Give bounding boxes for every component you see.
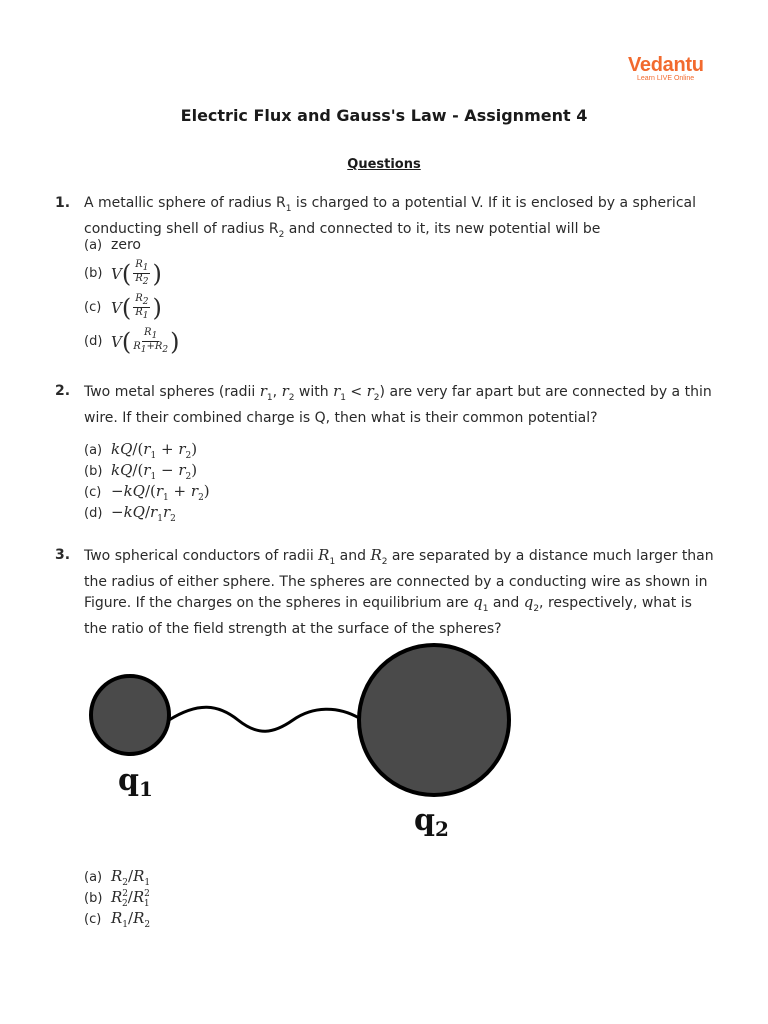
option-label: (d) (84, 334, 103, 349)
q2-option-c (84, 482, 210, 503)
question-text: Two spherical conductors of radii $R_1$ and $R_2$ are separated by a distance much larger than the radius of either sphere. The spheres are connected by a conducting wire as shown in Figure. If the charges on the spheres in equilibrium are $q_1$ and $q_2$, respectively, what is the ratio of the field strength at the surface of the spheres? (84, 546, 714, 637)
option-label: (b) (84, 266, 103, 281)
q3-option-b (84, 888, 150, 909)
option-label: (c) (84, 485, 102, 500)
math-expression: $-kQ/r_1r_2$ (111, 503, 176, 524)
q1-option-d: (d) V ( $\frac{R_1}{R_1+R_2}$ ) (84, 327, 180, 356)
option-label: (c) (84, 912, 102, 927)
text-part: and connected to it, its new potential will be (284, 220, 601, 237)
q2-option-b (84, 461, 197, 482)
text-part: with (294, 384, 334, 400)
connecting-wire (169, 707, 359, 731)
q1-option-a (84, 237, 141, 253)
math-expression: $kQ/(r_1 - r_2)$ (111, 461, 198, 482)
question-number: 1. (55, 195, 71, 211)
question-2 (55, 381, 715, 428)
page-title: Electric Flux and Gauss's Law - Assignment 4 (180, 106, 588, 125)
text-part: and (488, 594, 524, 611)
math-expression: V (111, 264, 122, 283)
math-expression: $-kQ/(r_1 + r_2)$ (111, 482, 210, 503)
large-sphere (359, 645, 509, 795)
question-text: Two metal spheres (radii $r_1$, $r_2$ with $r_1 < r_2$) are very far apart but are connected by a thin wire. If their combined charge is Q, then what is their common potential? (84, 382, 712, 426)
q3-option-c (84, 909, 150, 930)
text-part: A metallic sphere of radius R (84, 195, 286, 211)
math-expression: $R_1/R_2$ (111, 909, 151, 930)
option-label: (b) (84, 891, 103, 906)
math-expression: V (111, 298, 122, 317)
text-part: ) are very far apart but are connected by a thin wire. If their combined charge is Q, then what is their common potential? (84, 384, 712, 426)
option-label: (a) (84, 443, 103, 458)
question-text: A metallic sphere of radius $R_1$ is charged to a potential V. If it is enclosed by a spherical conducting shell of radius $R_2$ and connected to it, its new potential will be (84, 195, 696, 240)
section-heading: Questions (347, 157, 421, 172)
math-expression: $R_2/R_1$ (111, 867, 151, 888)
label-q1: $q_1$ (118, 763, 153, 801)
spheres-figure (88, 642, 528, 847)
option-text: zero (111, 237, 141, 253)
math-expression: V (111, 332, 122, 351)
q3-options (0, 860, 768, 930)
text-part: Two metal spheres (radii (84, 384, 260, 400)
text-part: is charged to a potential V. If it is enclosed by a spherical conducting shell of radius R (84, 195, 696, 237)
logo-wordmark: Vedantu (628, 54, 704, 76)
q2-option-d (84, 503, 176, 524)
option-label: (d) (84, 506, 103, 521)
option-label: (a) (84, 237, 103, 253)
question-3 (55, 545, 715, 639)
logo-tagline: Learn LIVE Online (637, 75, 695, 82)
text-part: are separated by a distance much larger than the radius of either sphere. The spheres are connected by a conducting wire as shown in Figure. If the charges on the spheres in equilibrium are (84, 548, 714, 611)
option-label: (a) (84, 870, 103, 885)
label-q2: $q_2$ (414, 803, 449, 841)
question-number: 2. (55, 383, 71, 399)
small-sphere (91, 676, 169, 754)
question-number: 3. (55, 547, 71, 563)
q2-option-a (84, 440, 197, 461)
q1-option-b: (b) V ( $\frac{R_1}{R_2}$ ) (84, 259, 162, 288)
question-1 (55, 193, 715, 245)
text-part: , respectively, what is the ratio of the field strength at the surface of the spheres? (84, 594, 692, 637)
text-part: Two spherical conductors of radii (84, 548, 319, 564)
q3-option-a (84, 867, 150, 888)
option-label: (b) (84, 464, 103, 479)
q1-option-c: (c) V ( $\frac{R_2}{R_1}$ ) (84, 293, 162, 322)
vedantu-logo (628, 54, 708, 82)
math-expression: $R^2_2/R^2_1$ (111, 888, 150, 909)
text-part: and (335, 548, 371, 564)
option-label: (c) (84, 300, 102, 315)
math-expression: $kQ/(r_1 + r_2)$ (111, 440, 198, 461)
